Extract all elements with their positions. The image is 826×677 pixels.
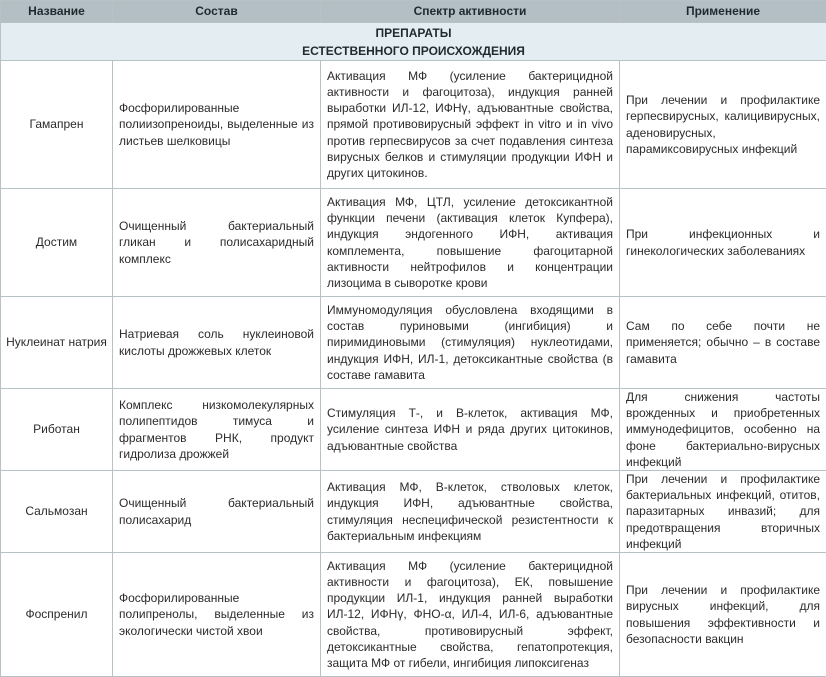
table-row [1, 189, 826, 297]
drug-composition: Очищенный бактериальный полисахарид [113, 471, 321, 553]
table-row [1, 297, 826, 389]
drug-name: Нуклеинат натрия [1, 297, 113, 389]
section-title-line-1: ПРЕПАРАТЫ [1, 24, 826, 42]
header-name: Название [1, 1, 113, 23]
drug-activity: Активация МФ, В-клеток, стволовых клеток, индукция ИФН, адъювантные свойства, стимуляция неспецифической резистентности к бактериальным инфекциям [321, 471, 620, 553]
drug-application: При инфекционных и гинекологических заболеваниях [620, 189, 826, 297]
drug-composition: Фосфорилированные полиизопреноиды, выделенные из листьев шелковицы [113, 61, 321, 189]
section-row [1, 23, 826, 61]
drug-application: Для снижения частоты врожденных и приобретенных иммунодефицитов, особенно на фоне бактериально-вирусных инфекций [620, 389, 826, 471]
drug-name: Сальмозан [1, 471, 113, 553]
drug-name: Достим [1, 189, 113, 297]
drug-composition: Очищенный бактериальный гликан и полисахаридный комплекс [113, 189, 321, 297]
drug-composition: Комплекс низкомолекулярных полипептидов тимуса и фрагментов РНК, продукт гидролиза дрожжей [113, 389, 321, 471]
table-row [1, 389, 826, 471]
table-row [1, 471, 826, 553]
section-title [1, 23, 826, 61]
header-composition: Состав [113, 1, 321, 23]
table-row [1, 61, 826, 189]
drug-activity: Иммуномодуляция обусловлена входящими в состав пуриновыми (ингибиция) и пиримидиновыми (стимуляция) нуклеотидами, индукция ИФН, ИЛ-1, детоксикантные свойства (в составе гамавита [321, 297, 620, 389]
drug-composition: Натриевая соль нуклеиновой кислоты дрожжевых клеток [113, 297, 321, 389]
drug-activity: Активация МФ (усиление бактерицидной активности и фагоцитоза), ЕК, повышение продукции ИЛ-1, индукция ранней выработки ИЛ-12, ИФНγ, ФНО-α, ИЛ-4, ИЛ-6, адъювантные свойства, противовирусный эффект, детоксикантные свойства, гепатопротекция, защита МФ от гибели, ингибиция липоксигеназ [321, 553, 620, 677]
drug-application: Сам по себе почти не применяется; обычно – в составе гамавита [620, 297, 826, 389]
drug-application: При лечении и профилактике герпесвирусных, калицивирусных, аденовирусных, парамиксовирусных инфекций [620, 61, 826, 189]
drug-activity: Стимуляция Т-, и В-клеток, активация МФ, усиление синтеза ИФН и ряда других цитокинов, адъювантные свойства [321, 389, 620, 471]
section-title-line-2: ЕСТЕСТВЕННОГО ПРОИСХОЖДЕНИЯ [1, 42, 826, 60]
drug-activity: Активация МФ, ЦТЛ, усиление детоксикантной функции печени (активация клеток Купфера), индукция эндогенного ИФН, активация комплемента, повышение фагоцитарной активности нейтрофилов и концентрации лизоцима в сыворотке крови [321, 189, 620, 297]
drug-name: Фоспренил [1, 553, 113, 677]
drug-activity: Активация МФ (усиление бактерицидной активности и фагоцитоза), индукция ранней выработки ИЛ-12, ИФНγ, адъювантные свойства, прямой противовирусный эффект in vitro и in vivo против герпесвирусов за счет подавления синтеза вирусных белков и стимуляции продукции ИФН и других цитокинов. [321, 61, 620, 189]
drug-name: Гамапрен [1, 61, 113, 189]
drug-application: При лечении и профилактике бактериальных инфекций, отитов, паразитарных инвазий; для предотвращения вторичных инфекций [620, 471, 826, 553]
drug-name: Риботан [1, 389, 113, 471]
header-application: Применение [620, 1, 826, 23]
header-row [1, 1, 826, 23]
table-row [1, 553, 826, 677]
drug-application: При лечении и профилактике вирусных инфекций, для повышения эффективности и безопасности вакцин [620, 553, 826, 677]
drug-composition: Фосфорилированные полипренолы, выделенные из экологически чистой хвои [113, 553, 321, 677]
header-activity: Спектр активности [321, 1, 620, 23]
